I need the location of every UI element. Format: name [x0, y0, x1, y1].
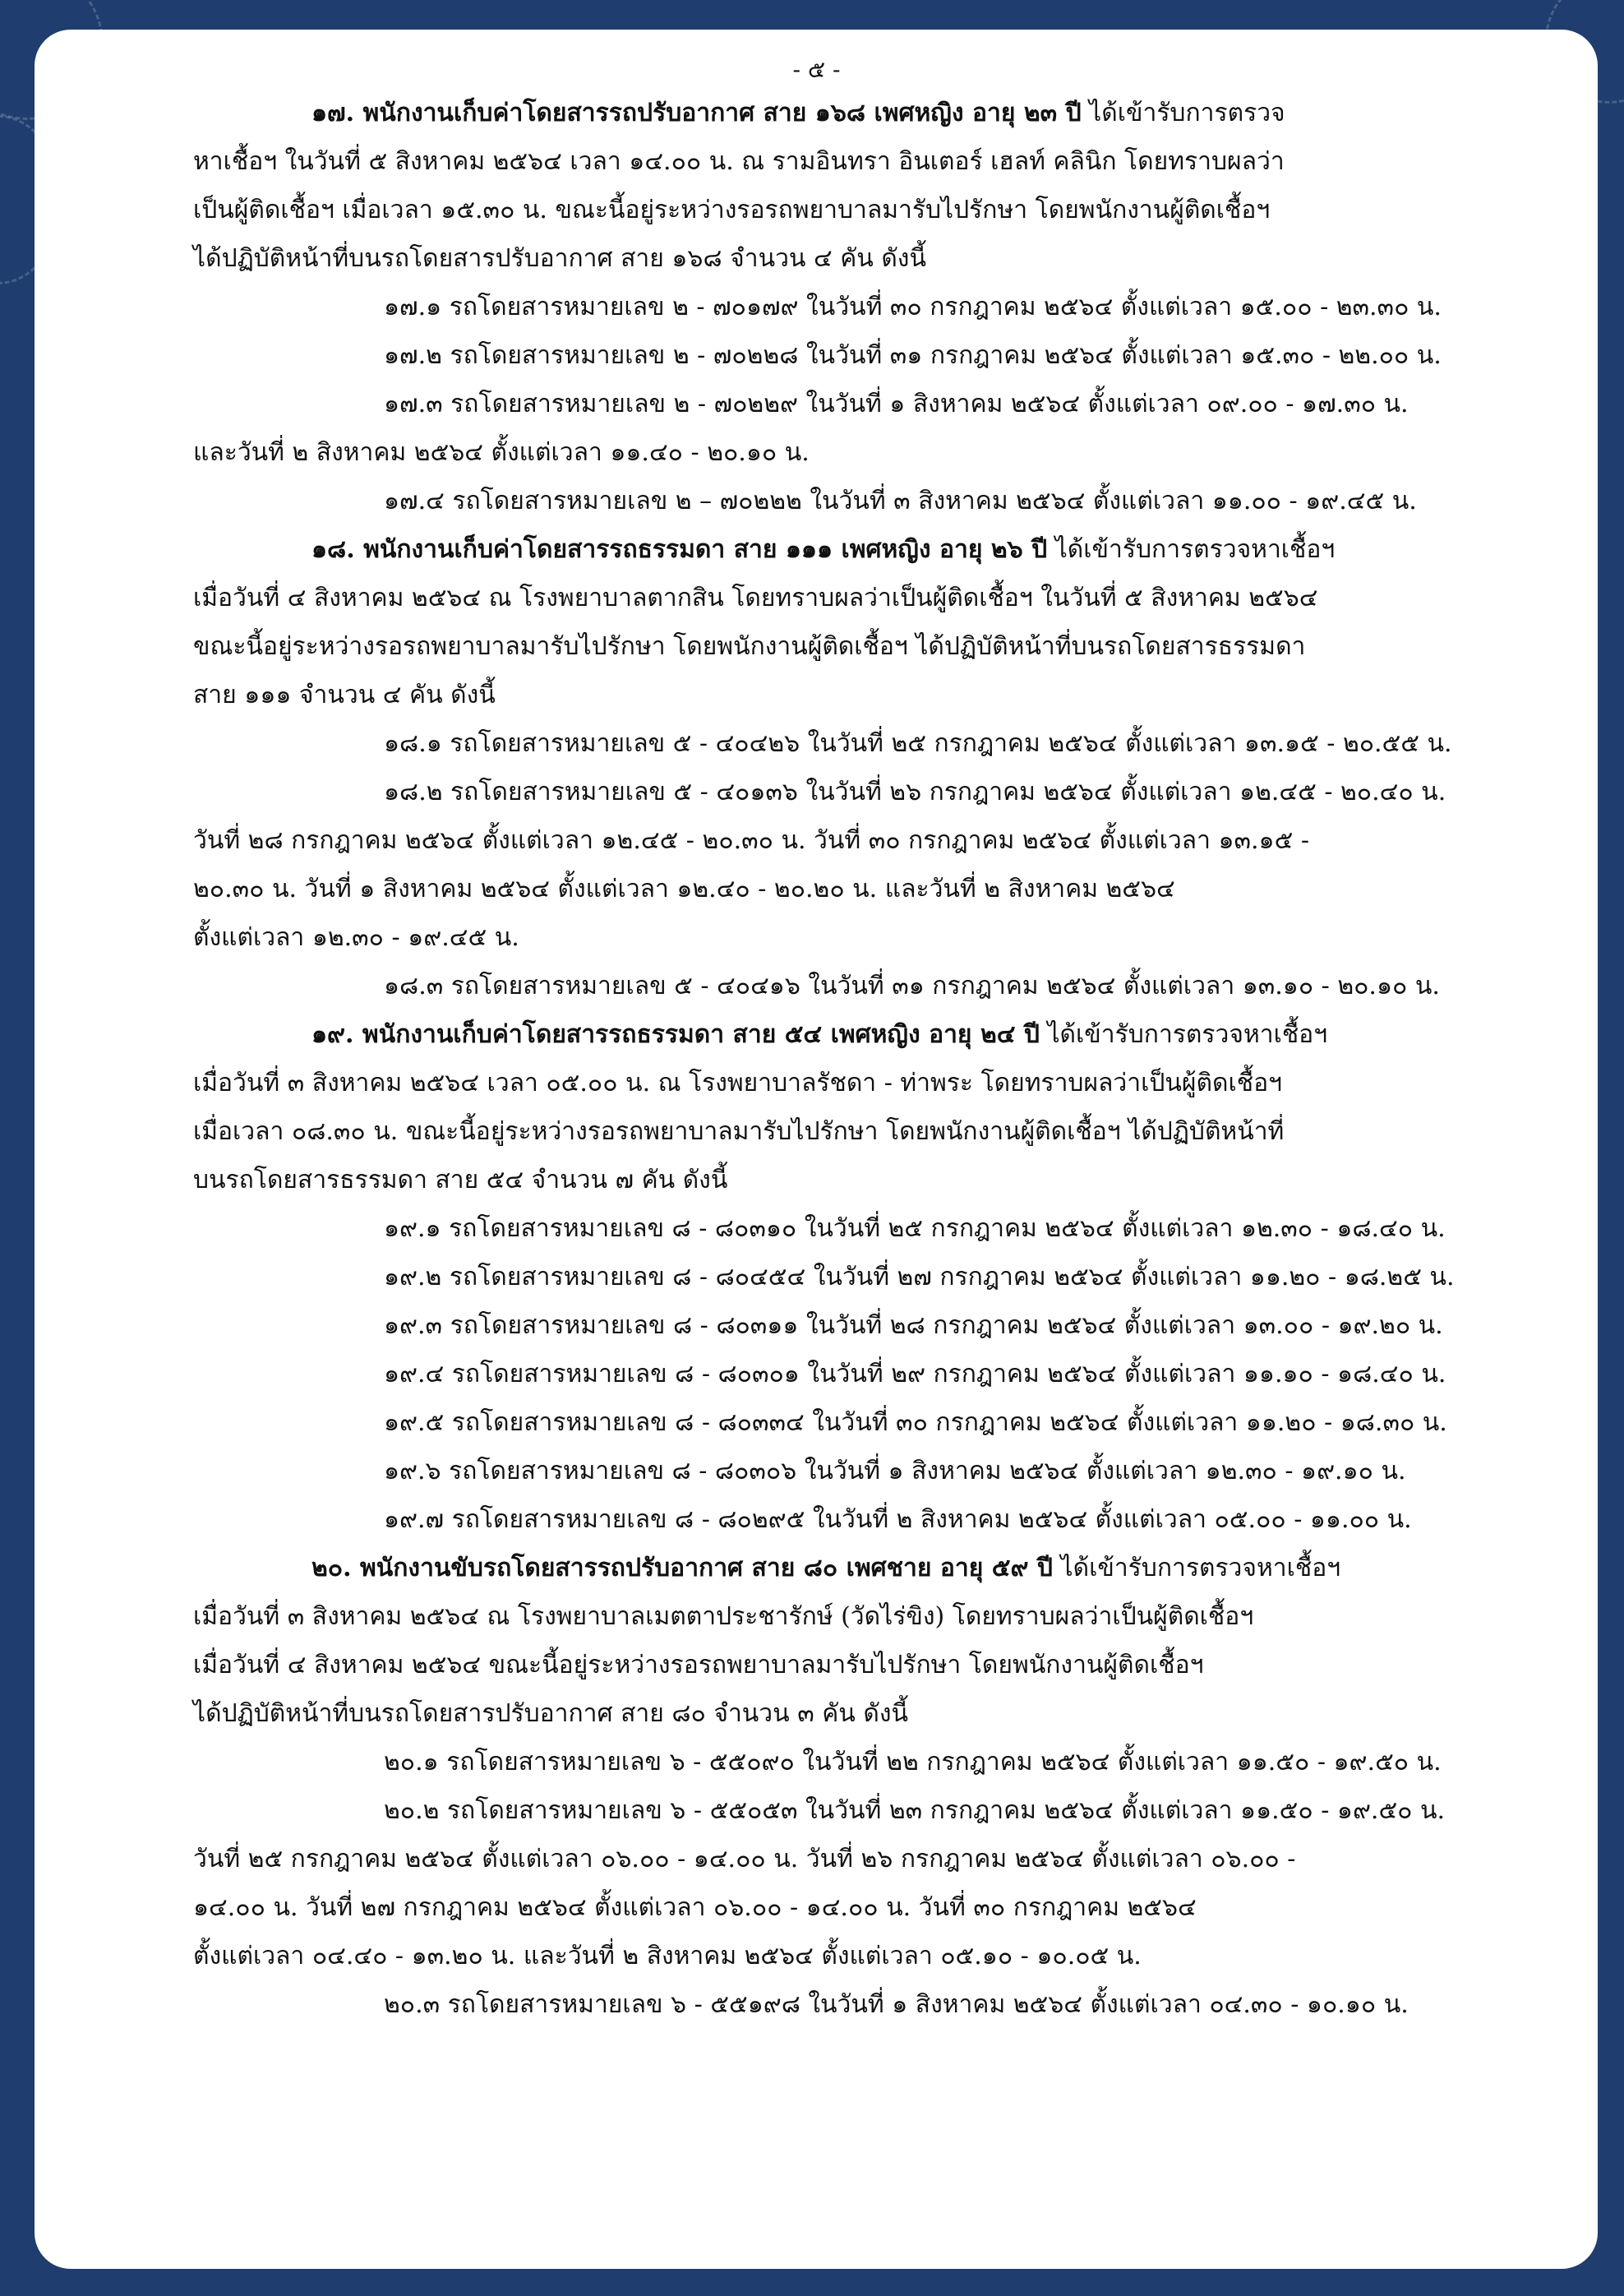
sub-item: ๒๐.๓ รถโดยสารหมายเลข ๖ - ๕๕๑๙๘ ในวันที่ ๑ สิงหาคม ๒๕๖๔ ตั้งแต่เวลา ๐๔.๓๐ - ๑๐.๑๐ น.	[384, 1990, 1409, 2019]
paragraph-line: เมื่อวันที่ ๓ สิงหาคม ๒๕๖๔ ณ โรงพยาบาลเมตตาประชารักษ์ (วัดไร่ขิง) โดยทราบผลว่าเป็นผู้ติดเชื้อฯ	[193, 1602, 1254, 1631]
item-heading-rest: ได้เข้ารับการตรวจหาเชื้อฯ	[1047, 535, 1336, 564]
sub-item-continuation: ๑๔.๐๐ น. วันที่ ๒๗ กรกฎาคม ๒๕๖๔ ตั้งแต่เวลา ๐๖.๐๐ - ๑๔.๐๐ น. วันที่ ๓๐ กรกฎาคม ๒๕๖๔	[193, 1893, 1197, 1922]
sub-item: ๑๙.๕ รถโดยสารหมายเลข ๘ - ๘๐๓๓๔ ในวันที่ ๓๐ กรกฎาคม ๒๕๖๔ ตั้งแต่เวลา ๑๑.๒๐ - ๑๘.๓๐ น.	[384, 1408, 1447, 1437]
paragraph-line: ขณะนี้อยู่ระหว่างรอรถพยาบาลมารับไปรักษา โดยพนักงานผู้ติดเชื้อฯ ได้ปฏิบัติหน้าที่บนรถโดยสารธรรมดา	[193, 632, 1306, 661]
sub-item: ๑๗.๑ รถโดยสารหมายเลข ๒ - ๗๐๑๗๙ ในวันที่ ๓๐ กรกฎาคม ๒๕๖๔ ตั้งแต่เวลา ๑๕.๐๐ - ๒๓.๓๐ น.	[384, 293, 1442, 321]
paragraph-line: สาย ๑๑๑ จำนวน ๔ คัน ดังนี้	[193, 681, 496, 709]
sub-item-continuation: วันที่ ๒๕ กรกฎาคม ๒๕๖๔ ตั้งแต่เวลา ๐๖.๐๐ - ๑๔.๐๐ น. วันที่ ๒๖ กรกฎาคม ๒๕๖๔ ตั้งแต่เวลา ๐๖.๐๐ -	[193, 1845, 1296, 1873]
sub-item: ๑๘.๑ รถโดยสารหมายเลข ๕ - ๔๐๔๒๖ ในวันที่ ๒๕ กรกฎาคม ๒๕๖๔ ตั้งแต่เวลา ๑๓.๑๕ - ๒๐.๕๕ น.	[384, 729, 1452, 758]
sub-item-continuation: และวันที่ ๒ สิงหาคม ๒๕๖๔ ตั้งแต่เวลา ๑๑.๔๐ - ๒๐.๑๐ น.	[193, 438, 810, 467]
item-heading-bold: ๑๙. พนักงานเก็บค่าโดยสารรถธรรมดา สาย ๕๔ เพศหญิง อายุ ๒๔ ปี	[311, 1020, 1040, 1049]
paragraph-line: เป็นผู้ติดเชื้อฯ เมื่อเวลา ๑๕.๓๐ น. ขณะนี้อยู่ระหว่างรอรถพยาบาลมารับไปรักษา โดยพนักงานผู้ติดเชื้อฯ	[193, 196, 1271, 224]
sub-item: ๑๗.๔ รถโดยสารหมายเลข ๒ – ๗๐๒๒๒ ในวันที่ ๓ สิงหาคม ๒๕๖๔ ตั้งแต่เวลา ๑๑.๐๐ - ๑๙.๔๕ น.	[384, 487, 1417, 515]
sub-item: ๑๙.๓ รถโดยสารหมายเลข ๘ - ๘๐๓๑๑ ในวันที่ ๒๘ กรกฎาคม ๒๕๖๔ ตั้งแต่เวลา ๑๓.๐๐ - ๑๙.๒๐ น.	[384, 1311, 1443, 1340]
page-number: - ๕ -	[792, 56, 841, 83]
section-17	[193, 89, 1571, 525]
sub-item: ๑๗.๓ รถโดยสารหมายเลข ๒ - ๗๐๒๒๙ ในวันที่ ๑ สิงหาคม ๒๕๖๔ ตั้งแต่เวลา ๐๙.๐๐ - ๑๗.๓๐ น.	[384, 390, 1409, 418]
sub-item-continuation: วันที่ ๒๘ กรกฎาคม ๒๕๖๔ ตั้งแต่เวลา ๑๒.๔๕ - ๒๐.๓๐ น. วันที่ ๓๐ กรกฎาคม ๒๕๖๔ ตั้งแต่เวลา ๑๓.๑๕ -	[193, 826, 1309, 855]
sub-item-continuation: ตั้งแต่เวลา ๐๔.๔๐ - ๑๓.๒๐ น. และวันที่ ๒ สิงหาคม ๒๕๖๔ ตั้งแต่เวลา ๐๕.๑๐ - ๑๐.๐๕ น.	[193, 1942, 1142, 1970]
sub-item: ๒๐.๒ รถโดยสารหมายเลข ๖ - ๕๕๐๕๓ ในวันที่ ๒๓ กรกฎาคม ๒๕๖๔ ตั้งแต่เวลา ๑๑.๕๐ - ๑๙.๕๐ น.	[384, 1796, 1446, 1825]
item-heading-bold: ๒๐. พนักงานขับรถโดยสารรถปรับอากาศ สาย ๘๐ เพศชาย อายุ ๕๙ ปี	[311, 1554, 1053, 1582]
paragraph-line: เมื่อวันที่ ๔ สิงหาคม ๒๕๖๔ ขณะนี้อยู่ระหว่างรอรถพยาบาลมารับไปรักษา โดยพนักงานผู้ติดเชื้อฯ	[193, 1651, 1204, 1679]
item-heading	[311, 1544, 1571, 1592]
sub-item: ๒๐.๑ รถโดยสารหมายเลข ๖ - ๕๕๐๙๐ ในวันที่ ๒๒ กรกฎาคม ๒๕๖๔ ตั้งแต่เวลา ๑๑.๕๐ - ๑๙.๕๐ น.	[384, 1748, 1442, 1776]
paragraph-line: เมื่อวันที่ ๔ สิงหาคม ๒๕๖๔ ณ โรงพยาบาลตากสิน โดยทราบผลว่าเป็นผู้ติดเชื้อฯ ในวันที่ ๕ สิงหาคม ๒๕๖๔	[193, 584, 1318, 612]
item-heading-bold: ๑๘. พนักงานเก็บค่าโดยสารรถธรรมดา สาย ๑๑๑ เพศหญิง อายุ ๒๖ ปี	[311, 535, 1048, 564]
paragraph-line: ได้ปฏิบัติหน้าที่บนรถโดยสารปรับอากาศ สาย ๘๐ จำนวน ๓ คัน ดังนี้	[193, 1699, 908, 1728]
sub-item-continuation: ๒๐.๓๐ น. วันที่ ๑ สิงหาคม ๒๕๖๔ ตั้งแต่เวลา ๑๒.๔๐ - ๒๐.๒๐ น. และวันที่ ๒ สิงหาคม ๒๕๖๔	[193, 875, 1175, 903]
item-heading-rest: ได้เข้ารับการตรวจ	[1081, 99, 1285, 127]
item-heading	[311, 1010, 1571, 1059]
paragraph-line: เมื่อวันที่ ๓ สิงหาคม ๒๕๖๔ เวลา ๐๕.๐๐ น. ณ โรงพยาบาลรัชดา - ท่าพระ โดยทราบผลว่าเป็นผู้ติดเชื้อฯ	[193, 1069, 1282, 1097]
item-heading-rest: ได้เข้ารับการตรวจหาเชื้อฯ	[1039, 1020, 1328, 1049]
paragraph-line: ได้ปฏิบัติหน้าที่บนรถโดยสารปรับอากาศ สาย ๑๖๘ จำนวน ๔ คัน ดังนี้	[193, 244, 926, 273]
item-heading-rest: ได้เข้ารับการตรวจหาเชื้อฯ	[1052, 1554, 1341, 1582]
sub-item: ๑๙.๑ รถโดยสารหมายเลข ๘ - ๘๐๓๑๐ ในวันที่ ๒๕ กรกฎาคม ๒๕๖๔ ตั้งแต่เวลา ๑๒.๓๐ - ๑๘.๔๐ น.	[384, 1214, 1446, 1243]
sub-item: ๑๘.๓ รถโดยสารหมายเลข ๕ - ๔๐๔๑๖ ในวันที่ ๓๑ กรกฎาคม ๒๕๖๔ ตั้งแต่เวลา ๑๓.๑๐ - ๒๐.๑๐ น.	[384, 972, 1440, 1000]
sub-item: ๑๙.๗ รถโดยสารหมายเลข ๘ - ๘๐๒๙๕ ในวันที่ ๒ สิงหาคม ๒๕๖๔ ตั้งแต่เวลา ๐๕.๐๐ - ๑๑.๐๐ น.	[384, 1505, 1412, 1534]
sub-item: ๑๘.๒ รถโดยสารหมายเลข ๕ - ๔๐๑๓๖ ในวันที่ ๒๖ กรกฎาคม ๒๕๖๔ ตั้งแต่เวลา ๑๒.๔๕ - ๒๐.๔๐ น.	[384, 778, 1446, 806]
paragraph-line: บนรถโดยสารธรรมดา สาย ๕๔ จำนวน ๗ คัน ดังนี้	[193, 1166, 728, 1194]
paragraph-line: เมื่อเวลา ๐๘.๓๐ น. ขณะนี้อยู่ระหว่างรอรถพยาบาลมารับไปรักษา โดยพนักงานผู้ติดเชื้อฯ ได้ปฏิบัติหน้าที่	[193, 1117, 1285, 1146]
sub-item: ๑๙.๔ รถโดยสารหมายเลข ๘ - ๘๐๓๐๑ ในวันที่ ๒๙ กรกฎาคม ๒๕๖๔ ตั้งแต่เวลา ๑๑.๑๐ - ๑๘.๔๐ น.	[384, 1360, 1446, 1388]
item-heading	[311, 525, 1571, 574]
paragraph-line: หาเชื้อฯ ในวันที่ ๕ สิงหาคม ๒๕๖๔ เวลา ๑๔.๐๐ น. ณ รามอินทรา อินเตอร์ เฮลท์ คลินิก โดยทราบผลว่า	[193, 147, 1285, 176]
section-18	[193, 525, 1571, 1010]
sub-item-continuation: ตั้งแต่เวลา ๑๒.๓๐ - ๑๙.๔๕ น.	[193, 923, 519, 952]
sub-item: ๑๗.๒ รถโดยสารหมายเลข ๒ - ๗๐๒๒๘ ในวันที่ ๓๑ กรกฎาคม ๒๕๖๔ ตั้งแต่เวลา ๑๕.๓๐ - ๒๒.๐๐ น.	[384, 341, 1442, 370]
item-heading	[311, 89, 1571, 137]
section-20	[193, 1544, 1571, 2029]
item-heading-bold: ๑๗. พนักงานเก็บค่าโดยสารรถปรับอากาศ สาย ๑๖๘ เพศหญิง อายุ ๒๓ ปี	[311, 99, 1082, 127]
sub-item: ๑๙.๖ รถโดยสารหมายเลข ๘ - ๘๐๓๐๖ ในวันที่ ๑ สิงหาคม ๒๕๖๔ ตั้งแต่เวลา ๑๒.๓๐ - ๑๙.๑๐ น.	[384, 1457, 1406, 1485]
document-page	[35, 30, 1598, 2269]
sub-item: ๑๙.๒ รถโดยสารหมายเลข ๘ - ๘๐๔๕๔ ในวันที่ ๒๗ กรกฎาคม ๒๕๖๔ ตั้งแต่เวลา ๑๑.๒๐ - ๑๘.๒๕ น.	[384, 1263, 1455, 1291]
section-19	[193, 1010, 1571, 1544]
